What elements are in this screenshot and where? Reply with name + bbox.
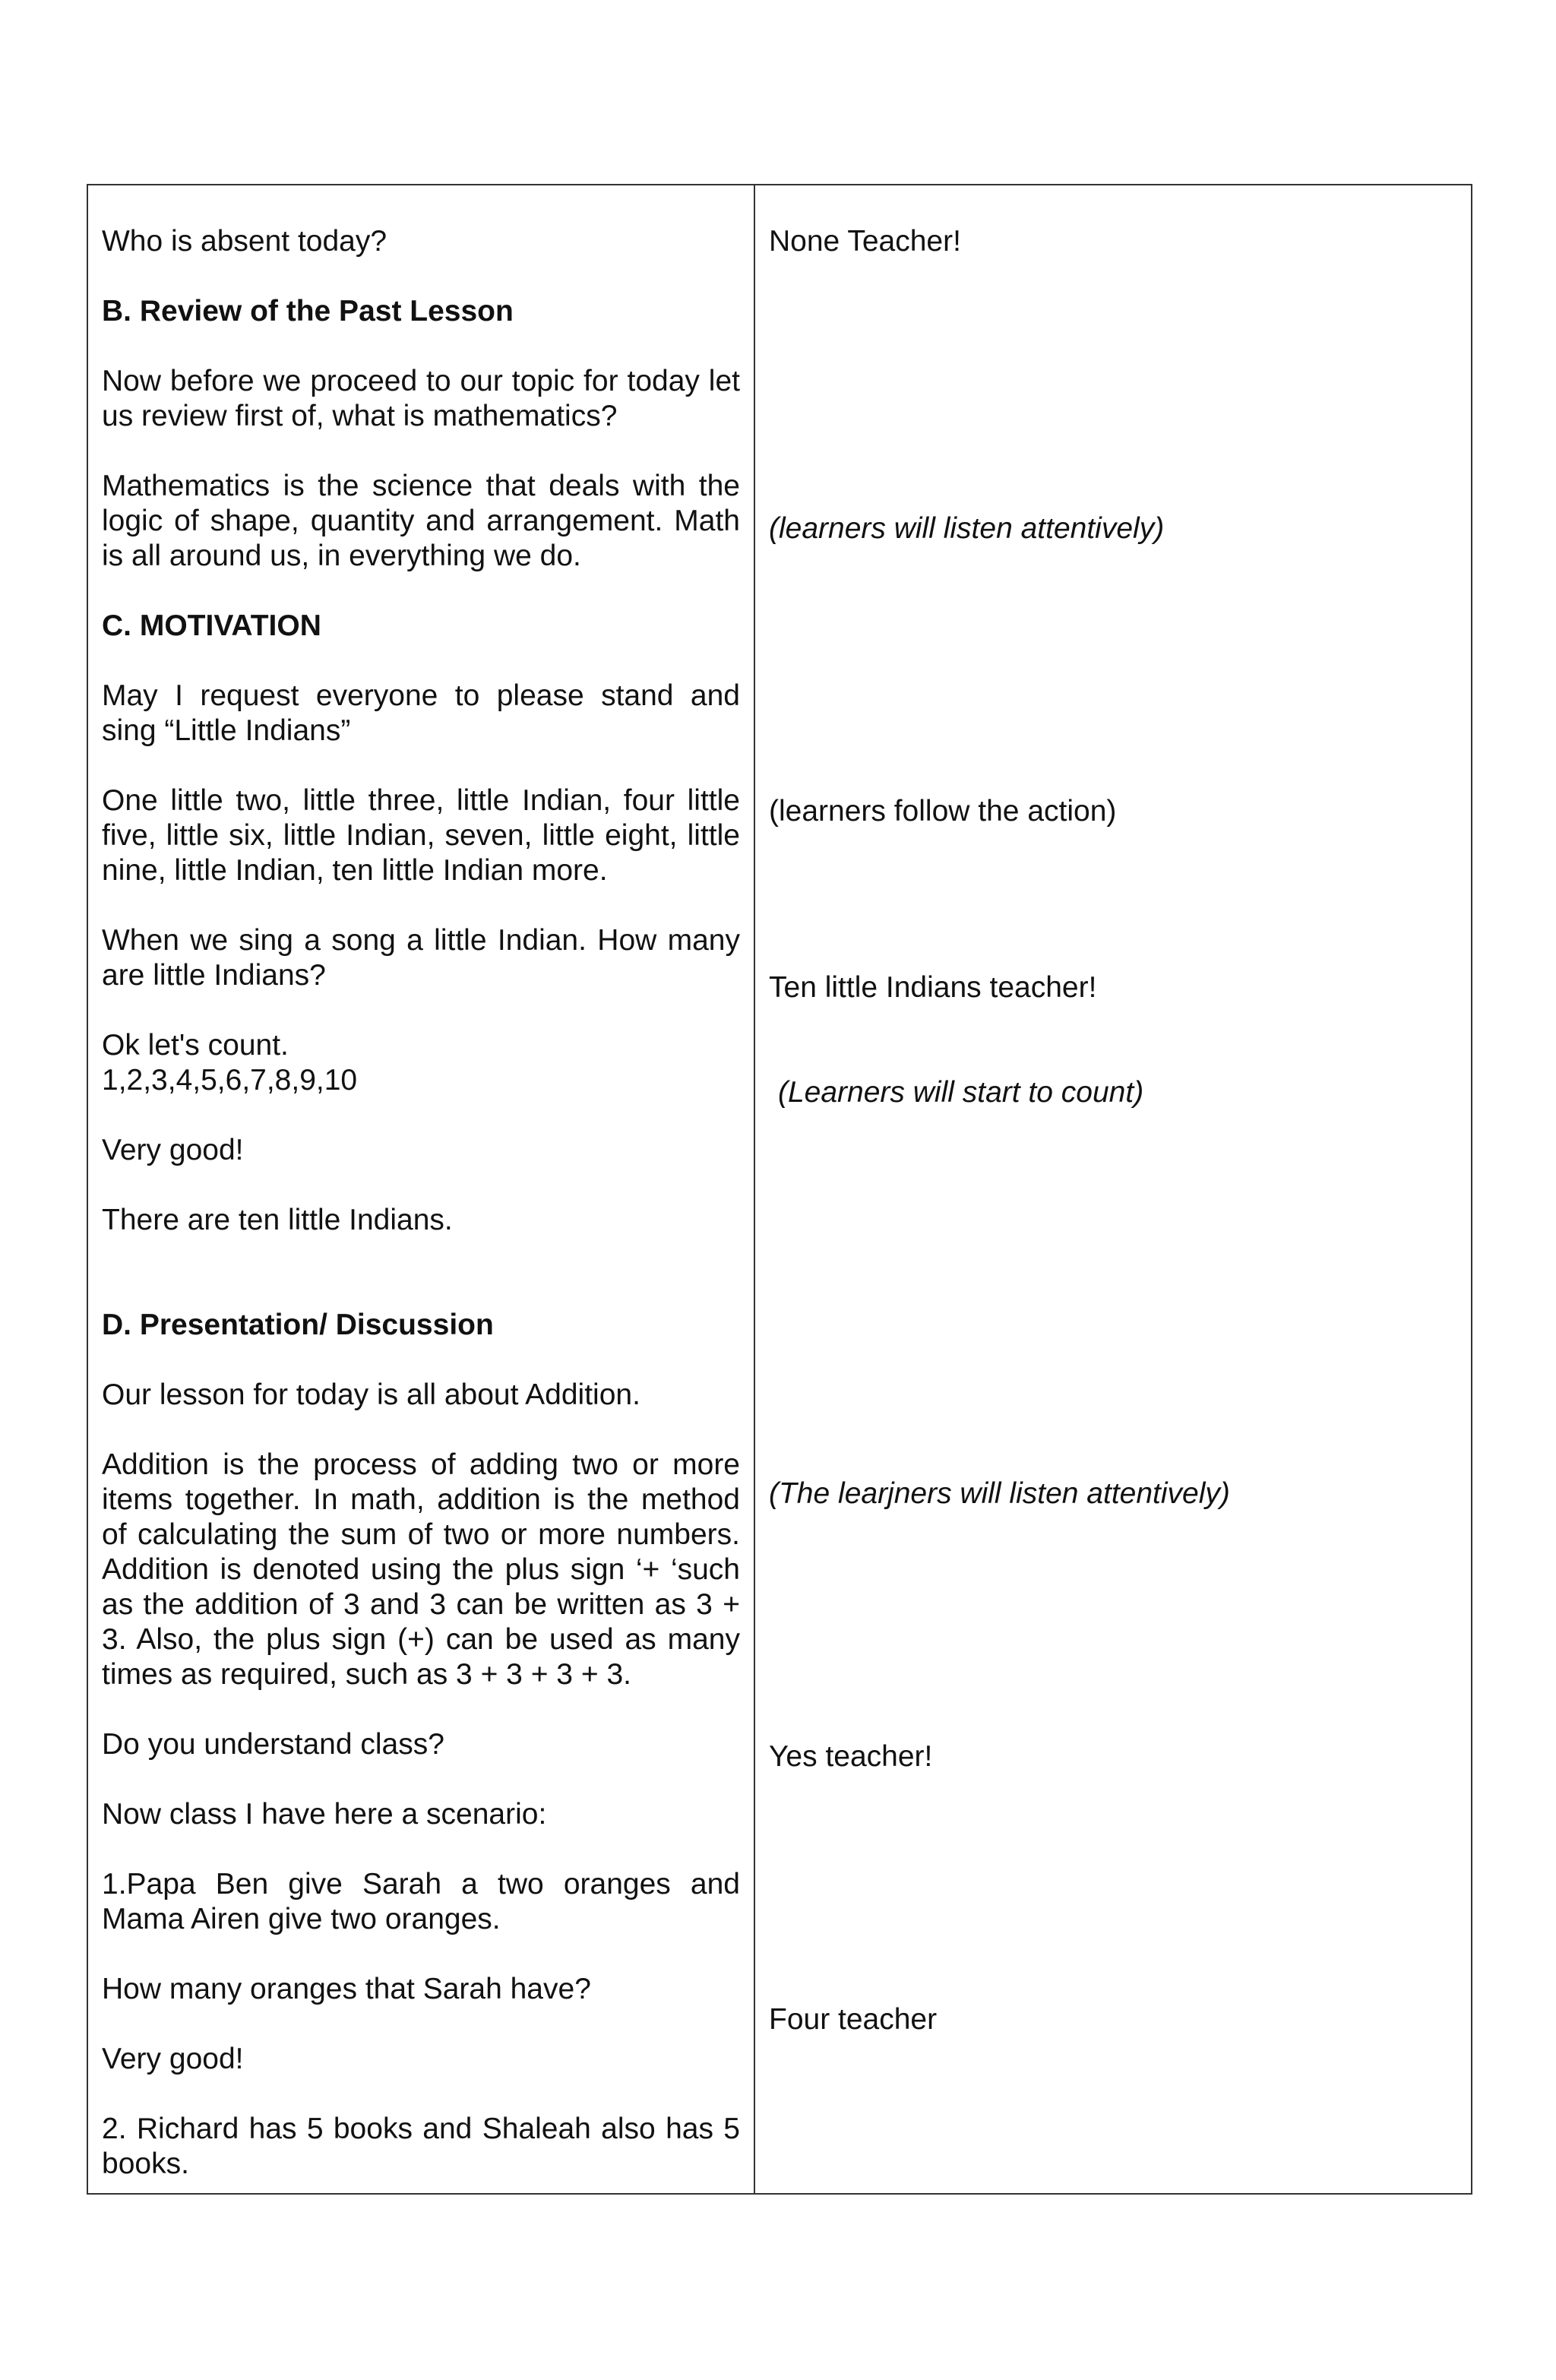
start-count: (Learners will start to count) bbox=[778, 1076, 1144, 1109]
scenario-intro: Now class I have here a scenario: bbox=[102, 1798, 547, 1831]
lesson-plan-table bbox=[87, 184, 1472, 2195]
very-good-2: Very good! bbox=[102, 2043, 244, 2075]
lesson-topic: Our lesson for today is all about Addition. bbox=[102, 1378, 640, 1411]
absent-question: Who is absent today? bbox=[102, 225, 387, 258]
motivation-heading: C. MOTIVATION bbox=[102, 609, 321, 642]
yes-teacher-answer: Yes teacher! bbox=[769, 1740, 933, 1773]
motivation-request: May I request everyone to please stand and sing “Little Indians” bbox=[102, 679, 740, 747]
song-question: When we sing a song a little Indian. How many are little Indians? bbox=[102, 924, 740, 992]
teacher-activity-column bbox=[88, 185, 754, 2193]
understand-question: Do you understand class? bbox=[102, 1728, 444, 1761]
very-good-1: Very good! bbox=[102, 1134, 244, 1166]
review-heading: B. Review of the Past Lesson bbox=[102, 295, 514, 328]
none-teacher-answer: None Teacher! bbox=[769, 225, 961, 258]
review-question: Now before we proceed to our topic for today let us review first of, what is mathematics? bbox=[102, 365, 740, 432]
count-numbers: 1,2,3,4,5,6,7,8,9,10 bbox=[102, 1064, 358, 1097]
follow-action: (learners follow the action) bbox=[769, 795, 1117, 828]
oranges-question: How many oranges that Sarah have? bbox=[102, 1973, 591, 2005]
scenario-2: 2. Richard has 5 books and Shaleah also has 5 books. bbox=[102, 2113, 740, 2180]
ten-indians-statement: There are ten little Indians. bbox=[102, 1204, 453, 1236]
ten-indians-answer: Ten little Indians teacher! bbox=[769, 971, 1097, 1004]
song-lyrics: One little two, little three, little Indian, four little five, little six, little Indian, seven, little eight, little nine, little Indian, ten little Indian more. bbox=[102, 784, 740, 887]
four-teacher-answer: Four teacher bbox=[769, 2003, 938, 2036]
presentation-heading: D. Presentation/ Discussion bbox=[102, 1309, 494, 1341]
listen-attentively-2: (The learjners will listen attentively) bbox=[769, 1477, 1230, 1510]
addition-definition: Addition is the process of adding two or more items together. In math, addition is the method of calculating the sum of two or more numbers. Addition is denoted using the plus sign ‘+ ‘such as the addition of 3 and 3 can be written as 3 + 3. Also, the plus sign (+) can be used as many times as required, such as 3 + 3 + 3 + 3. bbox=[102, 1448, 740, 1691]
learner-activity-column bbox=[755, 185, 1471, 2193]
listen-attentively-1: (learners will listen attentively) bbox=[769, 512, 1165, 545]
scenario-1: 1.Papa Ben give Sarah a two oranges and Mama Airen give two oranges. bbox=[102, 1868, 740, 1935]
count-intro: Ok let's count. bbox=[102, 1029, 289, 1062]
review-answer: Mathematics is the science that deals with the logic of shape, quantity and arrangement. Math is all around us, in everything we do. bbox=[102, 470, 740, 572]
